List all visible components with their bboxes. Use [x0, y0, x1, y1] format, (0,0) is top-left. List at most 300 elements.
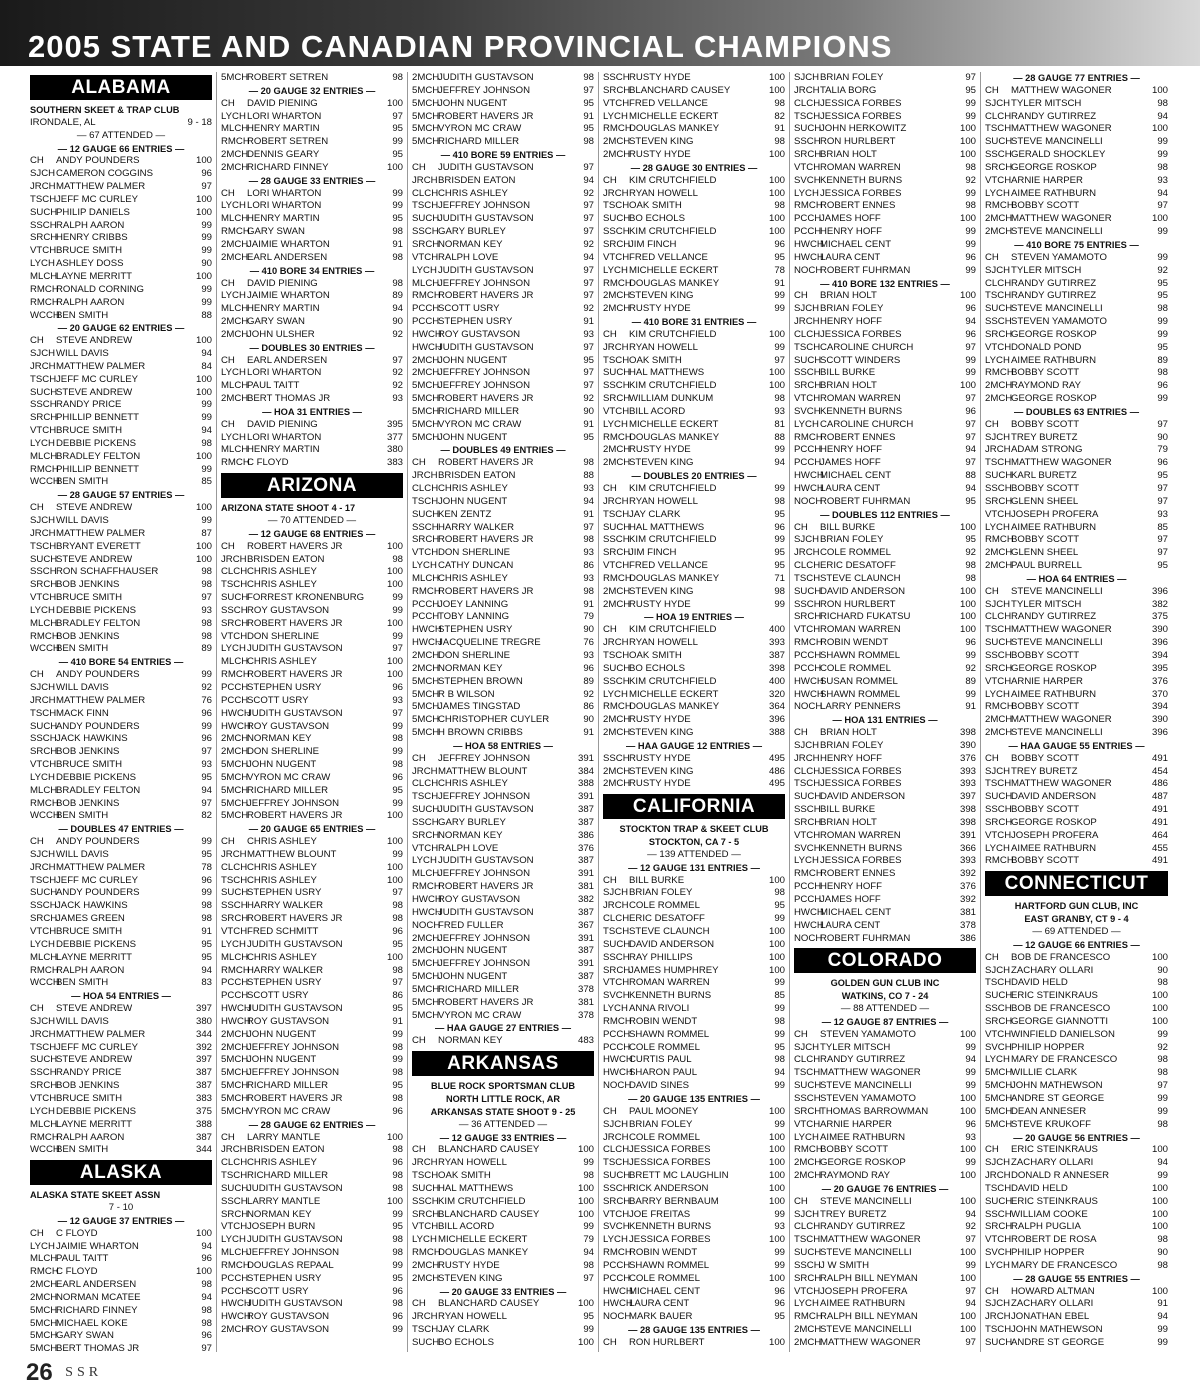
result-row — [603, 887, 785, 900]
class-code: LYCH — [794, 1131, 819, 1143]
shooter-name: RUSTY HYDE — [629, 714, 691, 726]
shooter-name: COLE ROMMEL — [629, 1272, 700, 1284]
class-code: PCCH — [412, 303, 440, 315]
result-row — [30, 1279, 212, 1292]
shooter-name: FRED VELLANCE — [629, 560, 708, 572]
result-row — [794, 162, 976, 175]
class-code: PCCH — [221, 1285, 249, 1297]
result-row — [794, 1106, 976, 1119]
result-row — [985, 1029, 1168, 1042]
result-row — [30, 965, 212, 978]
shooter-name: BOBBY SCOTT — [1011, 418, 1080, 430]
shooter-name: LORI WHARTON — [247, 431, 322, 443]
result-row — [985, 817, 1168, 830]
score: 100 — [959, 611, 976, 623]
score: 96 — [1157, 380, 1168, 392]
class-code: NOCH — [794, 701, 823, 713]
score: 76 — [201, 694, 212, 706]
shooter-name: JESSICA FORBES — [820, 328, 902, 340]
class-code: 2MCH — [221, 733, 249, 745]
result-row — [30, 464, 212, 477]
event-header: — HOA 131 ENTRIES — — [832, 715, 938, 726]
score: 96 — [965, 328, 976, 340]
class-code: VTCH — [603, 97, 630, 109]
score: 388 — [768, 727, 785, 739]
result-row — [412, 252, 594, 265]
result-row — [603, 900, 785, 913]
score: 95 — [392, 938, 403, 950]
result-row — [794, 1144, 976, 1157]
shooter-name: RICHARD MILLER — [438, 405, 520, 417]
result-row — [985, 791, 1168, 804]
event-header: — 20 GAUGE 33 ENTRIES — — [439, 1286, 567, 1297]
class-code: RMCH — [985, 200, 1014, 212]
shooter-name: ANDY POUNDERS — [56, 155, 140, 167]
result-row — [794, 1132, 976, 1145]
shooter-name: TREY BURETZ — [1011, 431, 1078, 443]
class-code: SSCH — [794, 1092, 821, 1104]
result-row — [412, 226, 594, 239]
score: 96 — [774, 1285, 785, 1297]
shooter-name: JAMES HOFF — [820, 213, 881, 225]
result-row — [603, 939, 785, 952]
result-row — [603, 406, 785, 419]
shooter-name: LORI WHARTON — [247, 110, 322, 122]
shooter-name: ERIC STEINKRAUS — [1011, 1144, 1098, 1156]
score: 99 — [392, 604, 403, 616]
score: 391 — [959, 829, 976, 841]
class-code: SJCH — [30, 168, 56, 180]
attendance-line: — 67 ATTENDED — — [76, 129, 166, 141]
class-code: HWCH — [221, 707, 251, 719]
result-row — [985, 496, 1168, 509]
score: 98 — [392, 1092, 403, 1104]
shooter-name: NORMAN KEY — [247, 1208, 312, 1220]
club-name: STOCKTON, CA 7 - 5 — [648, 837, 740, 848]
result-row — [985, 547, 1168, 560]
score: 99 — [774, 303, 785, 315]
result-row — [985, 977, 1168, 990]
result-row — [412, 881, 594, 894]
class-code: HWCH — [221, 1298, 251, 1310]
score: 100 — [768, 1170, 785, 1182]
result-row — [30, 1029, 212, 1042]
score: 92 — [583, 393, 594, 405]
class-code: LYCH — [985, 187, 1010, 199]
shooter-name: LAURA CENT — [820, 483, 881, 494]
score: 92 — [583, 238, 594, 250]
attendance-line: — 88 ATTENDED — — [840, 1003, 930, 1015]
score: 95 — [774, 1311, 785, 1323]
class-code: JRCH — [985, 1170, 1011, 1182]
result-row — [412, 1337, 594, 1350]
event-header: — DOUBLES 49 ENTRIES — — [440, 445, 566, 456]
score: 396 — [1151, 585, 1168, 597]
class-code: TSCH — [603, 200, 630, 212]
event-header: — 12 GAUGE 87 ENTRIES — — [821, 1016, 949, 1027]
class-code: SJCH — [603, 887, 629, 899]
shooter-name: NORMAN KEY — [438, 829, 503, 841]
class-code: SJCH — [985, 431, 1011, 443]
score: 99 — [201, 219, 212, 231]
class-code: VTCH — [794, 624, 821, 636]
class-code: JRCH — [603, 900, 629, 912]
score: 89 — [965, 675, 976, 687]
event-header: — 410 BORE 34 ENTRIES — — [249, 265, 375, 276]
result-row — [794, 817, 976, 830]
shooter-name: KIM CRUTCHFIELD — [629, 226, 717, 238]
class-code: JRCH — [985, 1311, 1011, 1323]
class-code: CH — [221, 418, 235, 430]
shooter-name: DON SHERLINE — [438, 547, 510, 559]
class-code: CH — [221, 354, 235, 366]
result-row — [985, 393, 1168, 406]
score: 382 — [1151, 598, 1168, 610]
page-title: 2005 STATE AND CANADIAN PROVINCIAL CHAMPIONS — [28, 29, 893, 64]
score: 98 — [392, 553, 403, 565]
shooter-name: JEFFREY JOHNSON — [438, 752, 531, 764]
result-row — [412, 111, 594, 124]
shooter-name: ERIC DESATOFF — [629, 913, 705, 925]
class-code: PCCH — [603, 1272, 631, 1284]
score: 380 — [195, 1015, 212, 1027]
class-code: CLCH — [221, 566, 248, 578]
shooter-name: DENNIS GEARY — [247, 149, 320, 161]
result-row — [412, 868, 594, 881]
result-row — [30, 399, 212, 412]
result-row — [603, 457, 785, 470]
shooter-name: PAUL MOONEY — [629, 1105, 699, 1117]
score: 97 — [583, 367, 594, 379]
shooter-name: BOB JENKINS — [56, 746, 120, 758]
club-name: ARKANSAS STATE SHOOT 9 - 25 — [430, 1106, 576, 1117]
result-row — [221, 785, 403, 798]
score: 367 — [577, 919, 594, 931]
score: 98 — [201, 900, 212, 912]
shooter-name: RON HURLBERT — [629, 1337, 705, 1348]
result-row — [603, 727, 785, 740]
shooter-name: COLE ROMMEL — [820, 547, 891, 559]
score: 98 — [583, 72, 594, 83]
score: 381 — [577, 881, 594, 893]
class-code: SSCH — [603, 72, 630, 83]
event-header: — DOUBLES 63 ENTRIES — — [1013, 406, 1139, 417]
shooter-name: JAMES HUMPHREY — [629, 964, 719, 976]
class-code: SRCH — [603, 964, 631, 976]
score: 377 — [386, 431, 403, 443]
result-row — [221, 329, 403, 342]
score: 99 — [1157, 328, 1168, 340]
score: 97 — [1157, 547, 1168, 559]
result-row — [221, 432, 403, 445]
score: 100 — [959, 624, 976, 636]
score: 100 — [195, 373, 212, 385]
class-code: CLCH — [794, 1054, 821, 1066]
class-code: LYCH — [30, 938, 55, 950]
class-code: 5MCH — [412, 1009, 440, 1021]
score: 398 — [768, 662, 785, 674]
result-row — [30, 425, 212, 438]
result-row — [221, 1183, 403, 1196]
class-code: SUCH — [30, 1054, 58, 1066]
score: 96 — [965, 303, 976, 315]
shooter-name: BRADLEY FELTON — [56, 784, 141, 796]
score: 100 — [195, 270, 212, 282]
score: 99 — [392, 200, 403, 212]
score: 100 — [577, 1195, 594, 1207]
result-row — [603, 1029, 785, 1042]
class-code: PCCH — [794, 881, 822, 893]
shooter-name: JUDITH GUSTAVSON — [247, 1234, 343, 1246]
result-row — [412, 1035, 594, 1048]
shooter-name: DEBBIE PICKENS — [56, 938, 136, 950]
result-row — [30, 952, 212, 965]
score: 91 — [392, 1015, 403, 1027]
shooter-name: PAUL TAITT — [247, 380, 300, 392]
score: 96 — [965, 405, 976, 417]
class-code: LYCH — [30, 437, 55, 449]
result-row — [412, 1273, 594, 1286]
result-row — [603, 990, 785, 1003]
shooter-name: THOMAS BARROWMAN — [820, 1105, 929, 1117]
result-row — [603, 624, 785, 637]
class-code: SJCH — [985, 964, 1011, 976]
shooter-name: STEVE MANCINELLI — [1011, 637, 1103, 649]
shooter-name: ROBERT DE ROSA — [1011, 1234, 1097, 1246]
score: 94 — [965, 1298, 976, 1310]
score: 99 — [965, 1259, 976, 1271]
class-code: WCCH — [30, 309, 60, 321]
result-row — [30, 297, 212, 310]
class-code: SRCH — [603, 84, 631, 96]
class-code: 2MCH — [221, 238, 249, 250]
shooter-name: CHRIS ASHLEY — [438, 483, 508, 494]
shooter-name: BRISDEN EATON — [438, 174, 516, 186]
score: 96 — [965, 251, 976, 263]
class-code: 5MCH — [412, 688, 440, 700]
class-code: SUCH — [412, 1337, 440, 1348]
shooter-name: STEVEN YAMAMOTO — [1011, 316, 1107, 328]
class-code: CH — [985, 752, 999, 764]
class-code: RMCH — [985, 701, 1014, 713]
shooter-name: WILL DAVIS — [56, 681, 109, 693]
score: 95 — [965, 84, 976, 96]
score: 100 — [768, 1272, 785, 1284]
class-code: CH — [603, 1337, 617, 1348]
class-code: SUCH — [603, 521, 631, 533]
shooter-name: AIMEE RATHBURN — [1011, 521, 1097, 533]
score: 100 — [577, 1208, 594, 1220]
event-header: — 410 BORE 54 ENTRIES — — [58, 657, 184, 668]
result-row — [412, 380, 594, 393]
result-row — [221, 72, 403, 85]
shooter-name: JAMES HOFF — [820, 894, 881, 905]
result-row — [221, 643, 403, 656]
shooter-name: CHRISTOPHER CUYLER — [438, 714, 550, 726]
shooter-name: COLE ROMMEL — [629, 1041, 700, 1053]
result-row — [603, 701, 785, 714]
class-code: 5MCH — [412, 996, 440, 1008]
score: 99 — [774, 1028, 785, 1040]
score: 455 — [1151, 842, 1168, 854]
score: 100 — [195, 1227, 212, 1239]
class-code: PCCH — [412, 598, 440, 610]
result-row — [30, 977, 212, 990]
result-row — [794, 123, 976, 136]
class-code: SSCH — [985, 1003, 1012, 1015]
shooter-name: JOHN NUGENT — [247, 759, 317, 771]
shooter-name: GEORGE ROSKOP — [1011, 393, 1097, 405]
result-row — [412, 136, 594, 149]
shooter-name: BILL BURKE — [820, 367, 876, 379]
class-code: TSCH — [221, 874, 248, 886]
class-code: SJCH — [30, 515, 56, 526]
shooter-name: ROBERT HAVERS JR — [438, 393, 534, 405]
score: 91 — [583, 418, 594, 430]
class-code: SUCH — [30, 720, 58, 732]
event-header: — 28 GAUGE 55 ENTRIES — — [1013, 1273, 1140, 1284]
state-heading: ALABAMA — [30, 75, 212, 100]
result-row — [603, 1080, 785, 1093]
event-header: — 12 GAUGE 37 ENTRIES — — [57, 1215, 185, 1226]
result-row — [412, 355, 594, 368]
shooter-name: BILL BURKE — [629, 874, 685, 886]
class-code: 5MCH — [412, 393, 440, 405]
event-header: — DOUBLES 30 ENTRIES — — [249, 342, 375, 353]
shooter-name: EARL ANDERSEN — [56, 1279, 137, 1291]
class-code: 2MCH — [603, 727, 631, 739]
result-row — [221, 656, 403, 669]
shooter-name: BRUCE SMITH — [56, 592, 123, 604]
class-code: TSCH — [412, 200, 439, 212]
result-row — [30, 476, 212, 489]
shooter-name: STEVE ANDREW — [56, 553, 133, 565]
result-row — [221, 278, 403, 291]
shooter-name: JUDITH GUSTAVSON — [247, 707, 343, 719]
class-code: TSCH — [603, 926, 630, 937]
score: 486 — [768, 765, 785, 777]
score: 98 — [392, 1234, 403, 1246]
score: 99 — [965, 187, 976, 199]
shooter-name: H BROWN CRIBBS — [438, 727, 523, 739]
score: 99 — [1157, 1337, 1168, 1348]
class-code: PCCH — [412, 316, 440, 328]
shooter-name: ERIC STEINKRAUS — [1011, 990, 1098, 1002]
score: 92 — [965, 662, 976, 674]
class-code: SRCH — [794, 1105, 822, 1117]
shooter-name: DEBBIE PICKENS — [56, 771, 136, 783]
score: 97 — [583, 161, 594, 173]
shooter-name: DOUGLAS MANKEY — [629, 431, 720, 443]
shooter-name: BRUCE SMITH — [56, 759, 123, 771]
class-code: TSCH — [985, 457, 1012, 469]
class-code: SJCH — [794, 1208, 820, 1220]
shooter-name: BOBBY SCOTT — [1011, 804, 1080, 816]
class-code: WCCH — [30, 643, 60, 655]
class-code: SRCH — [221, 913, 249, 925]
shooter-name: STEVE MANCINELLI — [1011, 303, 1103, 315]
shooter-name: SHAWN ROMMEL — [820, 649, 901, 661]
score: 97 — [392, 707, 403, 719]
class-code: VTCH — [30, 759, 57, 771]
score: 100 — [577, 1298, 594, 1310]
shooter-name: OAK SMITH — [629, 649, 682, 661]
shooter-name: RANDY GUTIRREZ — [1011, 290, 1097, 302]
score: 99 — [774, 483, 785, 494]
score: 387 — [577, 971, 594, 983]
result-row — [221, 772, 403, 785]
class-code: JRCH — [794, 547, 820, 559]
result-row — [603, 1132, 785, 1145]
result-row — [603, 252, 785, 265]
result-row — [603, 149, 785, 162]
shooter-name: ROMAN WARREN — [820, 161, 901, 173]
result-row — [412, 406, 594, 419]
result-row — [794, 740, 976, 753]
result-row — [603, 367, 785, 380]
score: 98 — [1157, 367, 1168, 379]
result-row — [221, 1298, 403, 1311]
attendance-line: 7 - 10 — [108, 1202, 134, 1214]
score: 398 — [959, 804, 976, 816]
result-row — [221, 990, 403, 1003]
result-row — [221, 367, 403, 380]
class-code: SSCH — [603, 226, 630, 238]
result-row — [794, 1042, 976, 1055]
result-row — [794, 1067, 976, 1080]
result-row — [30, 1253, 212, 1266]
score: 97 — [965, 1285, 976, 1297]
result-row — [412, 727, 594, 740]
shooter-name: JUDITH GUSTAVSON — [247, 1003, 343, 1015]
result-row — [985, 701, 1168, 714]
score: 99 — [201, 515, 212, 526]
class-code: CLCH — [221, 861, 248, 873]
class-code: PCCH — [412, 611, 440, 623]
score: 100 — [1151, 1003, 1168, 1015]
result-row — [412, 367, 594, 380]
class-code: TSCH — [794, 778, 821, 790]
class-code: SRCH — [985, 495, 1013, 507]
result-row — [794, 1196, 976, 1209]
class-code: RMCH — [30, 1131, 59, 1143]
class-code: SRCH — [30, 412, 58, 424]
results-column — [217, 72, 408, 1352]
score: 98 — [392, 964, 403, 976]
event-header: — 410 BORE 132 ENTRIES — — [820, 278, 950, 289]
shooter-name: JOHN NUGENT — [247, 1054, 317, 1066]
score: 91 — [583, 508, 594, 520]
class-code: PCCH — [794, 444, 822, 456]
shooter-name: ANDY POUNDERS — [56, 669, 140, 681]
shooter-name: JUDITH GUSTAVSON — [438, 161, 534, 173]
shooter-name: SHAWN ROMMEL — [629, 1028, 710, 1040]
shooter-name: DOUGLAS REPAAL — [247, 1259, 334, 1271]
shooter-name: DONALD R ANNESER — [1011, 1170, 1110, 1182]
result-row — [794, 98, 976, 111]
result-row — [30, 926, 212, 939]
class-code: RMCH — [412, 881, 441, 893]
score: 88 — [201, 309, 212, 321]
class-code: HWCH — [221, 1015, 251, 1027]
score: 97 — [583, 290, 594, 302]
shooter-name: BEN SMITH — [56, 476, 109, 488]
score: 400 — [768, 675, 785, 687]
result-row — [985, 637, 1168, 650]
class-code: 5MCH — [985, 1092, 1013, 1104]
class-code: CH — [221, 836, 235, 848]
class-code: 2MCH — [985, 213, 1013, 225]
